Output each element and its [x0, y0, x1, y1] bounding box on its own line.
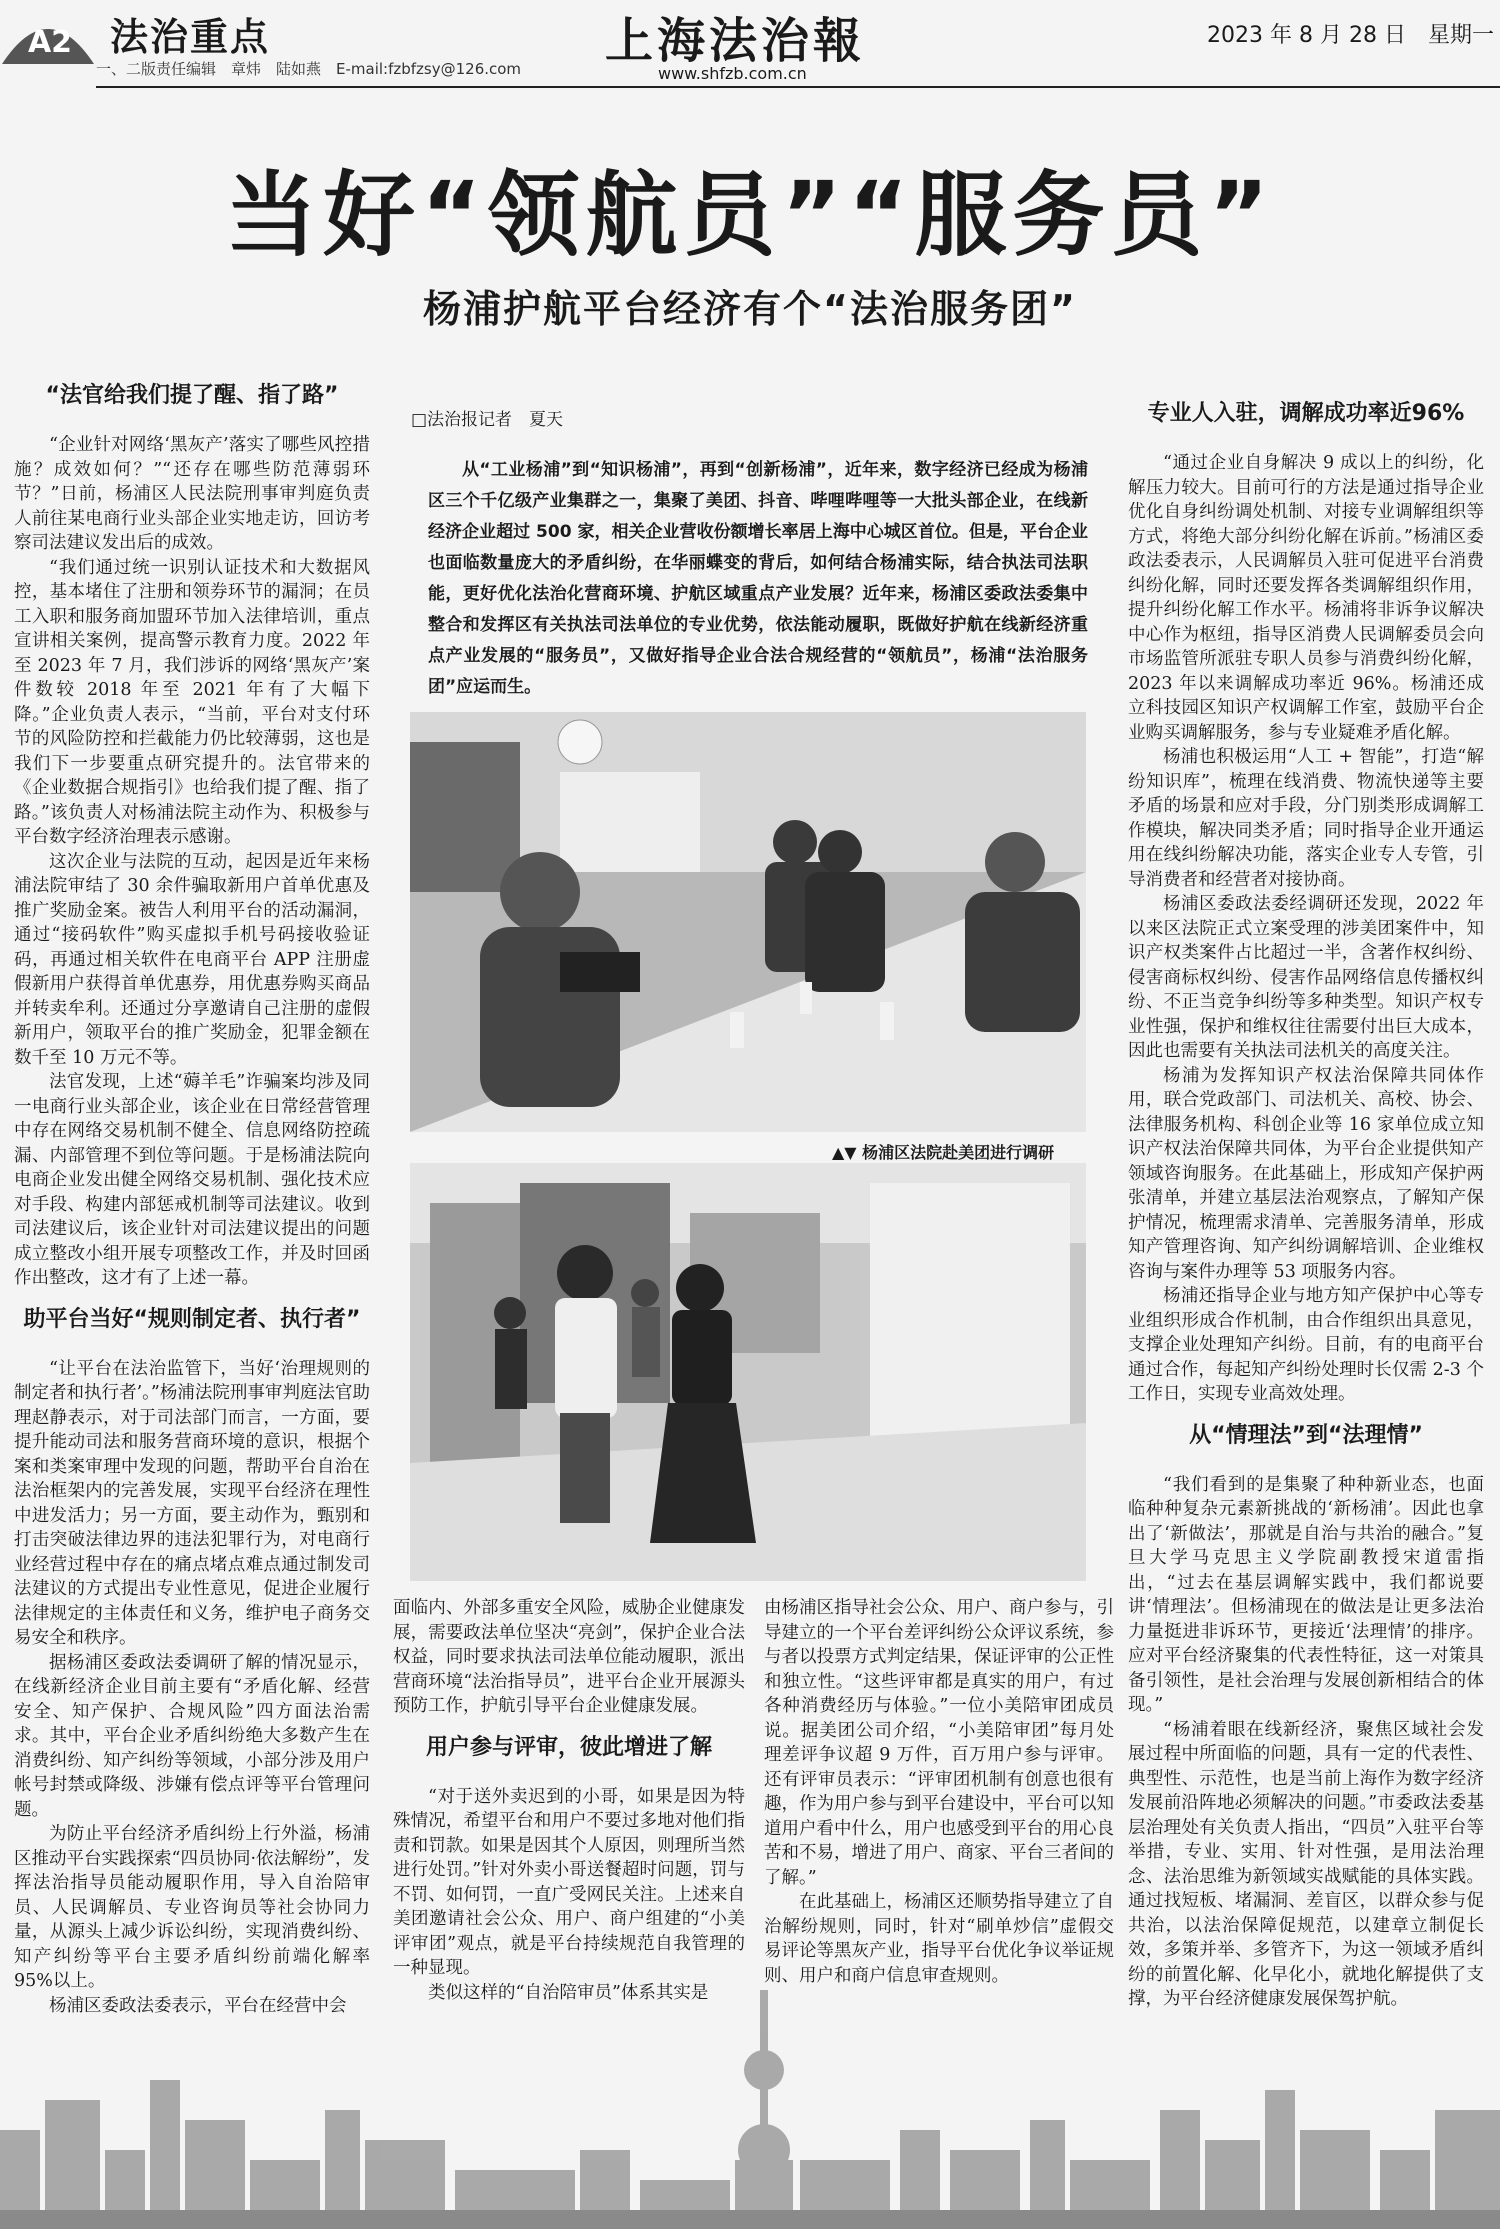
section-heading-5: 从“情理法”到“法理情”	[1189, 1422, 1423, 1448]
paragraph: “企业针对网络‘黑灰产’落实了哪些风控措施？成效如何？”“还存在哪些防范薄弱环节？”日前，杨浦区人民法院刑事审判庭负责人前往某电商行业头部企业实地走访，回访考察司法建议发出后的成效。	[14, 435, 370, 553]
page-badge-icon	[0, 4, 96, 68]
byline: □法治报记者 夏天	[411, 410, 564, 430]
meeting-photo	[410, 712, 1086, 1132]
section-heading-3: 用户参与评审，彼此增进了解	[425, 1734, 712, 1760]
masthead-logo: 上海法治報	[605, 13, 866, 69]
paragraph: “杨浦着眼在线新经济，聚焦区域社会发展过程中所面临的问题，具有一定的代表性、典型性、示范性，也是当前上海作为数字经济发展前沿阵地必须解决的问题。”市委政法委基层治理处有关负责人指出，“四员”入驻平台等举措，专业、实用、针对性强，是用法治理念、法治思维为新领域实战赋能的具体实践。通过找短板、堵漏洞、差盲区，以群众参与促共治，以法治保障促规范，以建章立制促长效，多策并举、多管齐下，为这一领域矛盾纠纷的前置化解、化早化小，就地化解提供了支撑，为平台经济健康发展保驾护航。	[1128, 1719, 1484, 2009]
photo-caption: ▲▼ 杨浦区法院赴美团进行调研	[832, 1143, 1055, 1162]
paragraph: 杨浦也积极运用“人工 + 智能”，打造“解纷知识库”，梳理在线消费、物流快递等主要矛盾的场景和应对手段，分门别类形成调解工作模块，解决同类矛盾；同时指导企业开通运用在线纠纷解决功能，落实企业专人专管，引导消费者和经营者对接协商。	[1128, 747, 1484, 890]
header-rule	[96, 86, 1500, 88]
editors-line: 一、二版责任编辑 章炜 陆如燕 E-mail:fzbfzsy@126.com	[96, 60, 522, 78]
page-header	[0, 0, 1500, 100]
paragraph: 法官发现，上述“薅羊毛”诈骗案均涉及同一电商行业头部企业，该企业在日常经营管理中存在网络交易机制不健全、信息网络防控疏漏、内部管理不到位等问题。于是杨浦法院向电商企业发出健全网络交易机制、强化技术应对手段、构建内部惩戒机制等司法建议。收到司法建议后，该企业针对司法建议提出的问题成立整改小组开展专项整改工作，并及时回函作出整改，这才有了上述一幕。	[14, 1072, 370, 1288]
lead-text: 从“工业杨浦”到“知识杨浦”，再到“创新杨浦”，近年来，数字经济已经成为杨浦区三个千亿级产业集群之一，集聚了美团、抖音、哔哩哔哩等一大批头部企业，在线新经济企业超过 500 家，相关企业营收份额增长率居上海中心城区首位。但是，平台企业也面临数量庞大的矛盾纠纷，在华丽蝶变的背后，如何结合杨浦实际，结合执法司法职能，更好优化法治化营商环境、护航区域重点产业发展？近年来，杨浦区委政法委集中整合和发挥区有关执法司法单位的专业优势，依法能动履职，既做好护航在线新经济重点产业发展的“服务员”，又做好指导企业合法合规经营的“领航员”，杨浦“法治服务团”应运而生。	[428, 460, 1088, 697]
right-column	[1128, 385, 1484, 2145]
section-title: 法治重点	[110, 15, 271, 59]
paragraph: 据杨浦区委政法委调研了解的情况显示，在线新经济企业目前主要有“矛盾化解、经营安全、知产保护、合规风险”四方面法治需求。其中，平台企业矛盾纠纷绝大多数产生在消费纠纷、知产纠纷等领域，小部分涉及用户帐号封禁或降级、涉嫌有偿点评等平台管理问题。	[14, 1652, 370, 1820]
paragraph: 杨浦区委政法委经调研还发现，2022 年以来区法院正式立案受理的涉美团案件中，知识产权类案件占比超过一半，含著作权纠纷、侵害商标权纠纷、侵害作品网络信息传播权纠纷、不正当竞争纠纷等多种类型。知识产权专业性强，保护和维权往往需要付出巨大成本，因此也需要有关执法司法机关的高度关注。	[1128, 894, 1484, 1061]
main-headline: 当好“领航员”“服务员”	[225, 162, 1275, 269]
paragraph: “我们看到的是集聚了种种新业态，也面临种种复杂元素新挑战的‘新杨浦’。因此也拿出了‘新做法’，那就是自治与共治的融合。”复旦大学马克思主义学院副教授宋道雷指出，“过去在基层调解实践中，我们都说要讲‘情理法’。但杨浦现在的做法是让更多法治力量挺进非诉环节，更接近‘法理情’的排序。应对平台经济聚集的代表性特征，这一对策具备引领性，是社会治理与发展创新相结合的体现。”	[1128, 1474, 1484, 1715]
section-heading-4: 专业人入驻，调解成功率近96%	[1147, 401, 1465, 426]
section-heading-2: 助平台当好“规则制定者、执行者”	[23, 1306, 361, 1332]
paragraph: 为防止平台经济矛盾纠纷上行外溢，杨浦区推动平台实践探索“四员协同·依法解纷”，发挥法治指导员能动履职作用，导入自治陪审员、人民调解员、专业咨询员等社会协同力量，从源头上减少诉讼纠纷，实现消费纠纷、知产纠纷等平台主要矛盾纠纷前端化解率 95%以上。	[14, 1824, 370, 1991]
middle-column-1	[393, 1596, 745, 2016]
lead-paragraph	[428, 455, 1088, 703]
left-column	[14, 367, 370, 2147]
website-url[interactable]: www.shfzb.com.cn	[658, 64, 807, 83]
city-skyline-illustration	[0, 1960, 1500, 2229]
paragraph: 杨浦区委政法委表示，平台在经营中会	[49, 1995, 347, 2016]
paragraph: “对于送外卖迟到的小哥，如果是因为特殊情况，希望平台和用户不要过多地对他们指责和罚款。如果是因其个人原因，则理所当然进行处罚。”针对外卖小哥送餐超时问题，罚与不罚、如何罚，一直广受网民关注。上述来自美团邀请社会公众、用户、商户组建的“小美评审团”观点，就是平台持续规范自我管理的一种显现。	[393, 1786, 745, 1978]
paragraph: 杨浦为发挥知识产权法治保障共同体作用，联合党政部门、司法机关、高校、协会、法律服务机构、科创企业等 16 家单位成立知识产权法治保障共同体，为平台企业提供知产领域咨询服务。在此基础上，形成知产保护两张清单，并建立基层法治观察点，了解知产保护情况，梳理需求清单、完善服务清单，形成知产管理咨询、知产纠纷调解培训、企业维权咨询与案件办理等 53 项服务内容。	[1128, 1065, 1484, 1282]
page-badge: A2	[27, 25, 73, 60]
paragraph: 类似这样的“自治陪审员”体系其实是	[428, 1982, 709, 2003]
paragraph: 杨浦还指导企业与地方知产保护中心等专业组织形成合作机制，由合作组织出具意见，支撑企业处理知产纠纷。目前，有的电商平台通过合作，每起知产纠纷处理时长仅需 2-3 个工作日，实现专业高效处理。	[1128, 1286, 1484, 1404]
section-heading-1: “法官给我们提了醒、指了路”	[45, 383, 339, 408]
paragraph: 由杨浦区指导社会公众、用户、商户参与，引导建立的一个平台差评纠纷公众评议系统，参与者以投票方式判定结果，保证评审的公正性和独立性。“这些评审都是真实的用户，有过各种消费经历与体验。”一位小美陪审团成员说。据美团公司介绍，“小美陪审团”每月处理差评争议超 9 万件，百万用户参与评审。还有评审员表示：“评审团机制有创意也很有趣，作为用户参与到平台建设中，平台可以知道用户看中什么，用户也感受到平台的用心良苦和不易，增进了用户、商家、平台三者间的了解。”	[764, 1598, 1114, 1888]
paragraph: 面临内、外部多重安全风险，威胁企业健康发展，需要政法单位坚决“亮剑”，保护企业合法权益，同时要求执法司法单位能动履职，派出营商环境“法治指导员”，进平台企业开展源头预防工作，护航引导平台企业健康发展。	[393, 1598, 745, 1716]
paragraph: “我们通过统一识别认证技术和大数据风控，基本堵住了注册和领券环节的漏洞；在员工入职和服务商加盟环节加入法律培训，重点宣讲相关案例，提高警示教育力度。2022 年至 2023 年 7 月，我们涉诉的网络‘黑灰产’案件数较 2018 年至 2021 年有了大幅下降。”企业负责人表示，“当前，平台对支付环节的风险防控和拦截能力仍比较薄弱，这也是我们下一步要重点研究提升的。法官带来的《企业数据合规指引》也给我们提了醒、指了路。”该负责人对杨浦法院主动作为、积极参与平台数字经济治理表示感谢。	[14, 557, 370, 847]
paragraph: 这次企业与法院的互动，起因是近年来杨浦法院审结了 30 余件骗取新用户首单优惠及推广奖励金案。被告人利用平台的活动漏洞，通过“接码软件”购买虚拟手机号码接收验证码，再通过相关软件在电商平台 APP 注册虚假新用户获得首单优惠券，用优惠券购买商品并转卖牟利。还通过分享邀请自己注册的虚假新用户，领取平台的推广奖励金，犯罪金额在数千至 10 万元不等。	[14, 851, 370, 1068]
paragraph: “让平台在法治监管下，当好‘治理规则的制定者和执行者’。”杨浦法院刑事审判庭法官助理赵静表示，对于司法部门而言，一方面，要提升能动司法和服务营商环境的意识，根据个案和类案审理中发现的问题，帮助平台自治在法治框架内的完善发展，实现平台经济在理性中进发活力；另一方面，要主动作为，甄别和打击突破法律边界的违法犯罪行为，对电商行业经营过程中存在的痛点堵点难点通过制发司法建议的方式提出专业性意见，促进企业履行法律规定的主体责任和义务，维护电子商务交易安全和秩序。	[14, 1358, 370, 1648]
visit-photo	[410, 1163, 1086, 1581]
subheadline: 杨浦护航平台经济有个“法治服务团”	[423, 287, 1077, 331]
paragraph: 在此基础上，杨浦区还顺势指导建立了自治解纷规则，同时，针对“刷单炒信”虚假交易评论等黑灰产业，指导平台优化争议举证规则、用户和商户信息审查规则。	[764, 1892, 1114, 1986]
issue-date: 2023 年 8 月 28 日 星期一	[1207, 23, 1494, 48]
middle-column-2	[764, 1596, 1114, 2016]
paragraph: “通过企业自身解决 9 成以上的纠纷，化解压力较大。目前可行的方法是通过指导企业优化自身纠纷调处机制、对接专业调解组织等方式，将绝大部分纠纷化解在诉前。”杨浦区委政法委表示，人民调解员入驻可促进平台消费纠纷化解，同时还要发挥各类调解组织作用，提升纠纷化解工作水平。杨浦将非诉争议解决中心作为枢纽，指导区消费人民调解委员会向市场监管所派驻专职人员参与消费纠纷化解，2023 年以来调解成功率近 96%。杨浦还成立科技园区知识产权调解工作室，鼓励平台企业购买调解服务，参与专业疑难矛盾化解。	[1128, 453, 1484, 743]
